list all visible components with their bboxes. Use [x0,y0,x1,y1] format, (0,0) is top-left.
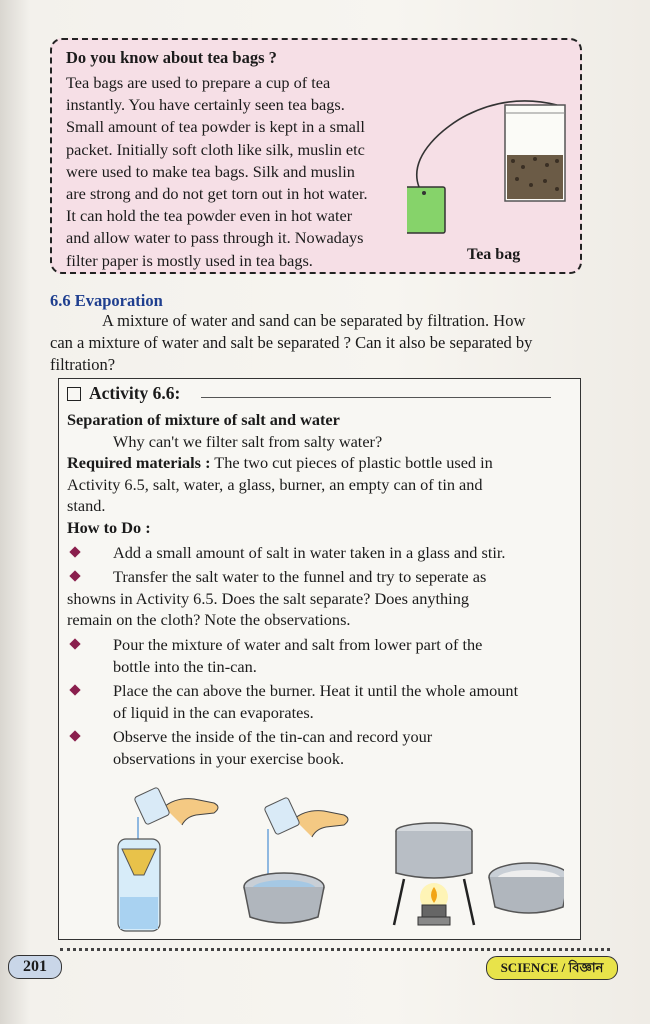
tea-box-line: packet. Initially soft cloth like silk, muslin etc [66,139,365,159]
activity-subtitle: Separation of mixture of salt and water [67,410,340,429]
step-line: of liquid in the can evaporates. [113,702,314,722]
materials-label: Required materials : [67,453,211,473]
activity-heading-text: Activity 6.6: [89,383,181,403]
subject-badge: SCIENCE / বিজ্ঞান [486,956,618,980]
activity-body [67,409,572,770]
activity-illustrations [104,779,564,939]
basin-figure [244,797,348,923]
tea-box-line: are strong and do not get torn out in hot water. [66,184,368,204]
activity-box [58,378,581,940]
intro-line: A mixture of water and sand can be separated by filtration. How [102,311,526,330]
materials-line: Activity 6.5, salt, water, a glass, burner, an empty can of tin and [67,474,483,494]
tea-bag-info-box [50,38,582,274]
tea-box-line: instantly. You have certainly seen tea bags. [66,95,345,115]
step-item [67,680,572,723]
step-line: bottle into the tin-can. [113,656,257,676]
tea-box-line: and allow water to pass through it. Nowadays [66,228,364,248]
checkbox-square-icon [67,387,81,401]
step-line: showns in Activity 6.5. Does the salt separate? Does anything [67,588,469,608]
tea-bag-figure-label: Tea bag [467,246,521,263]
step-line: Observe the inside of the tin-can and record your [113,727,433,747]
materials-line: The two cut pieces of plastic bottle used in [214,453,493,473]
tea-box-text [66,72,401,272]
bottle-funnel-figure [118,787,218,931]
tea-box-line: were used to make tea bags. Silk and muslin [66,161,355,181]
howto-label: How to Do : [67,517,151,537]
tea-box-line: Small amount of tea powder is kept in a small [66,117,365,137]
step-line: Place the can above the burner. Heat it until the whole amount [113,681,519,701]
can-burner-figure [394,823,474,925]
step-item [67,634,572,677]
intro-line: can a mixture of water and salt be separated ? Can it also be separated by [50,333,533,352]
step-item [67,542,572,564]
tea-box-line: filter paper is mostly used in tea bags. [66,250,313,270]
step-line: remain on the cloth? Note the observations. [67,610,351,630]
step-line: Add a small amount of salt in water taken in a glass and stir. [113,542,506,562]
section-intro [50,310,584,376]
materials-line: stand. [67,496,106,516]
step-line: observations in your exercise book. [113,748,345,768]
page-number: 201 [8,955,62,979]
heading-rule [201,397,551,398]
activity-question: Why can't we filter salt from salty water? [113,431,383,451]
step-item [67,566,572,631]
tea-box-title: Do you know about tea bags ? [66,48,277,67]
tea-box-line: It can hold the tea powder even in hot water [66,206,353,226]
step-line: Transfer the salt water to the funnel and try to seperate as [113,567,487,587]
section-title: 6.6 Evaporation [50,291,163,310]
tea-box-line: Tea bags are used to prepare a cup of tea [66,73,331,92]
step-line: Pour the mixture of water and salt from lower part of the [113,634,483,654]
tea-bag-illustration [407,95,577,245]
step-item [67,726,572,769]
activity-heading [67,383,180,404]
salt-basin-figure [489,863,564,913]
intro-line: filtration? [50,355,116,374]
footer-dotted-rule [60,948,610,951]
